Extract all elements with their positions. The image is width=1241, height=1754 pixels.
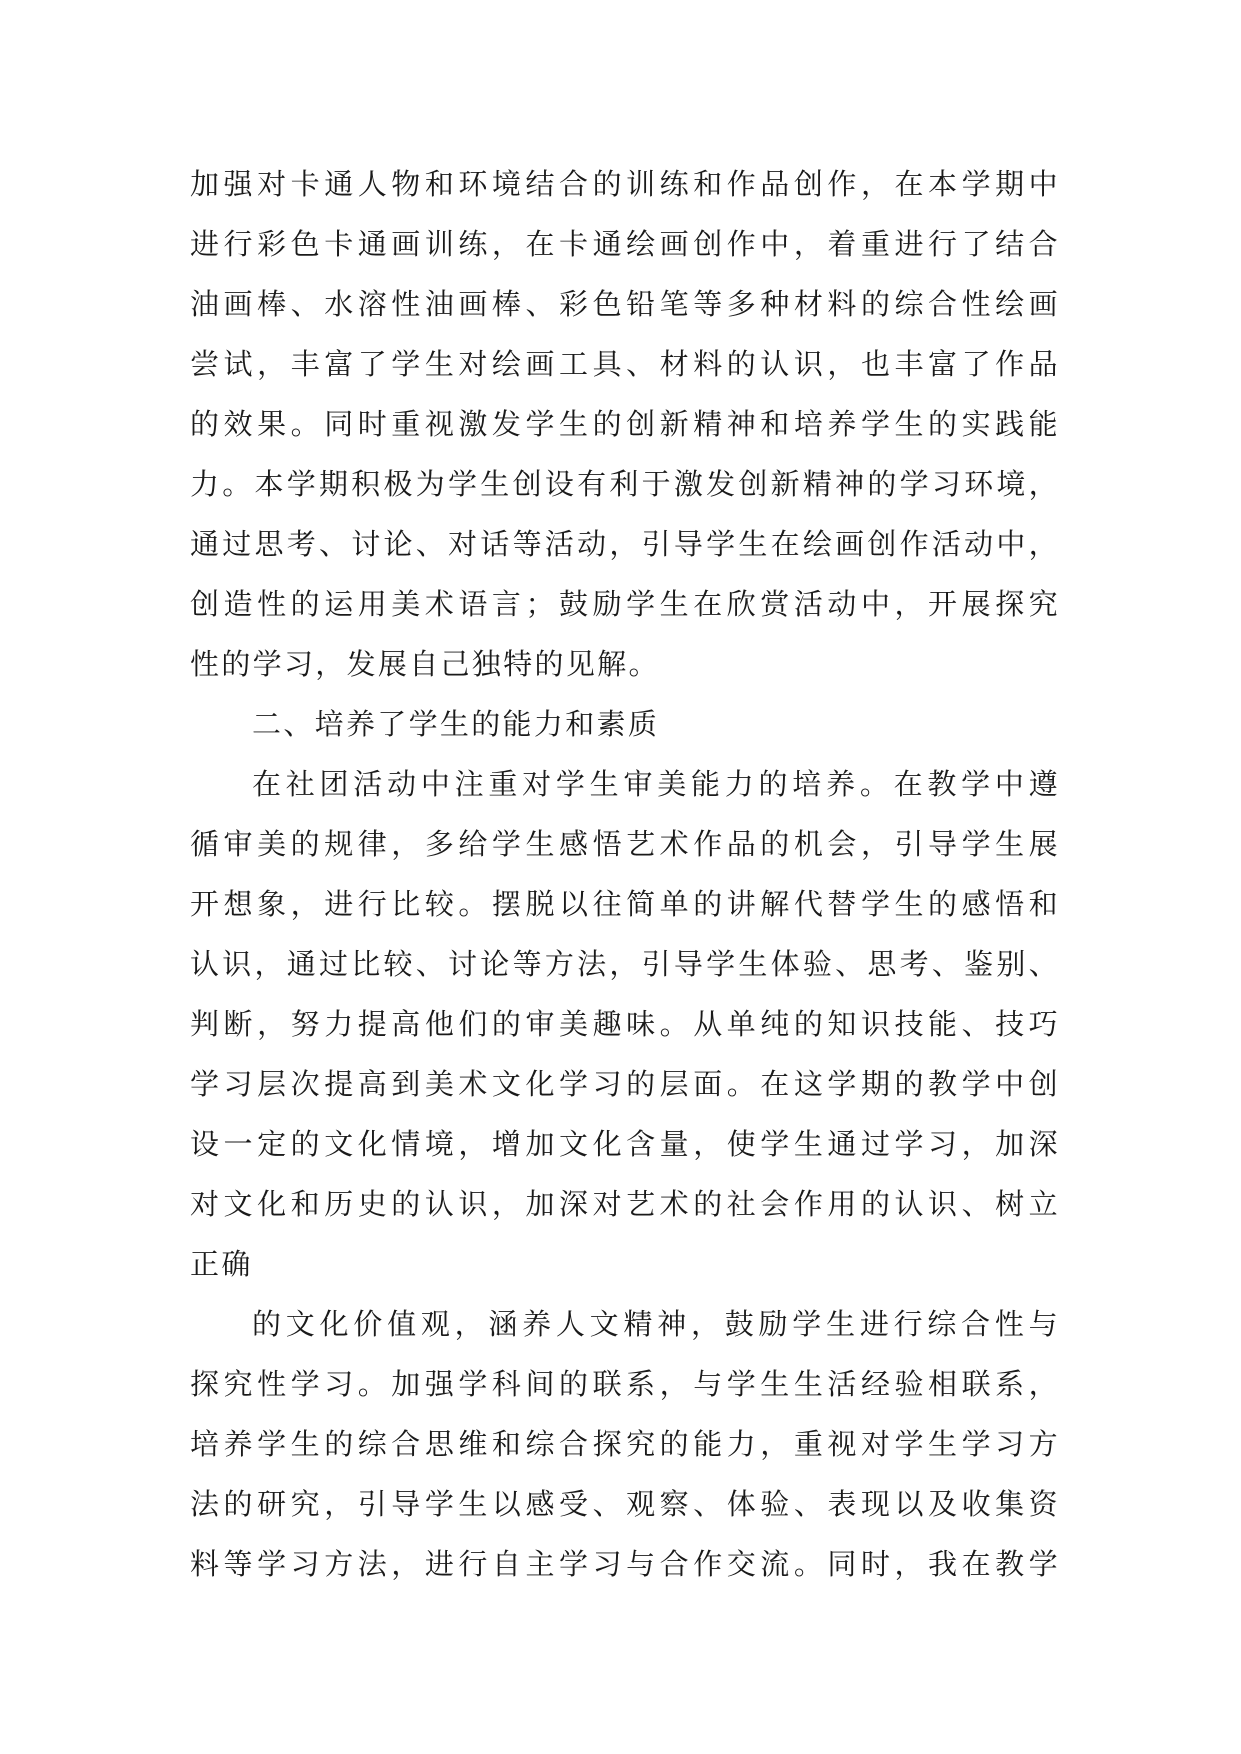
- text-line: 对文化和历史的认识，加深对艺术的社会作用的认识、树立: [190, 1187, 1060, 1221]
- text-line: 性的学习，发展自己独特的见解。: [190, 647, 660, 681]
- text-line: 开想象，进行比较。摆脱以往简单的讲解代替学生的感悟和: [190, 887, 1060, 921]
- text-line: 进行彩色卡通画训练，在卡通绘画创作中，着重进行了结合: [190, 227, 1060, 261]
- text-line: 油画棒、水溶性油画棒、彩色铅笔等多种材料的综合性绘画: [190, 287, 1060, 321]
- text-line: 探究性学习。加强学科间的联系，与学生生活经验相联系，: [190, 1367, 1060, 1401]
- text-line: 判断，努力提高他们的审美趣味。从单纯的知识技能、技巧: [190, 1007, 1060, 1041]
- text-line: 通过思考、讨论、对话等活动，引导学生在绘画创作活动中，: [190, 527, 1060, 561]
- text-line: 学习层次提高到美术文化学习的层面。在这学期的教学中创: [190, 1067, 1060, 1101]
- text-line: 循审美的规律，多给学生感悟艺术作品的机会，引导学生展: [190, 827, 1060, 861]
- text-line: 法的研究，引导学生以感受、观察、体验、表现以及收集资: [190, 1487, 1060, 1521]
- document-body: [190, 154, 1060, 1594]
- text-line: 的效果。同时重视激发学生的创新精神和培养学生的实践能: [190, 407, 1060, 441]
- text-line: 培养学生的综合思维和综合探究的能力，重视对学生学习方: [190, 1427, 1060, 1461]
- text-line: 力。本学期积极为学生创设有利于激发创新精神的学习环境，: [190, 467, 1060, 501]
- text-line: 认识，通过比较、讨论等方法，引导学生体验、思考、鉴别、: [190, 947, 1060, 981]
- text-line: 在社团活动中注重对学生审美能力的培养。在教学中遵: [252, 767, 1060, 801]
- text-line: 尝试，丰富了学生对绘画工具、材料的认识，也丰富了作品: [190, 347, 1060, 381]
- text-line: 正确: [190, 1247, 253, 1281]
- text-line: 加强对卡通人物和环境结合的训练和作品创作，在本学期中: [190, 167, 1060, 201]
- text-line: 的文化价值观，涵养人文精神，鼓励学生进行综合性与: [252, 1307, 1060, 1341]
- text-line: 二、培养了学生的能力和素质: [252, 707, 660, 741]
- text-line: 设一定的文化情境，增加文化含量，使学生通过学习，加深: [190, 1127, 1060, 1161]
- text-line: 创造性的运用美术语言；鼓励学生在欣赏活动中，开展探究: [190, 587, 1060, 621]
- text-line: 料等学习方法，进行自主学习与合作交流。同时，我在教学: [190, 1547, 1060, 1581]
